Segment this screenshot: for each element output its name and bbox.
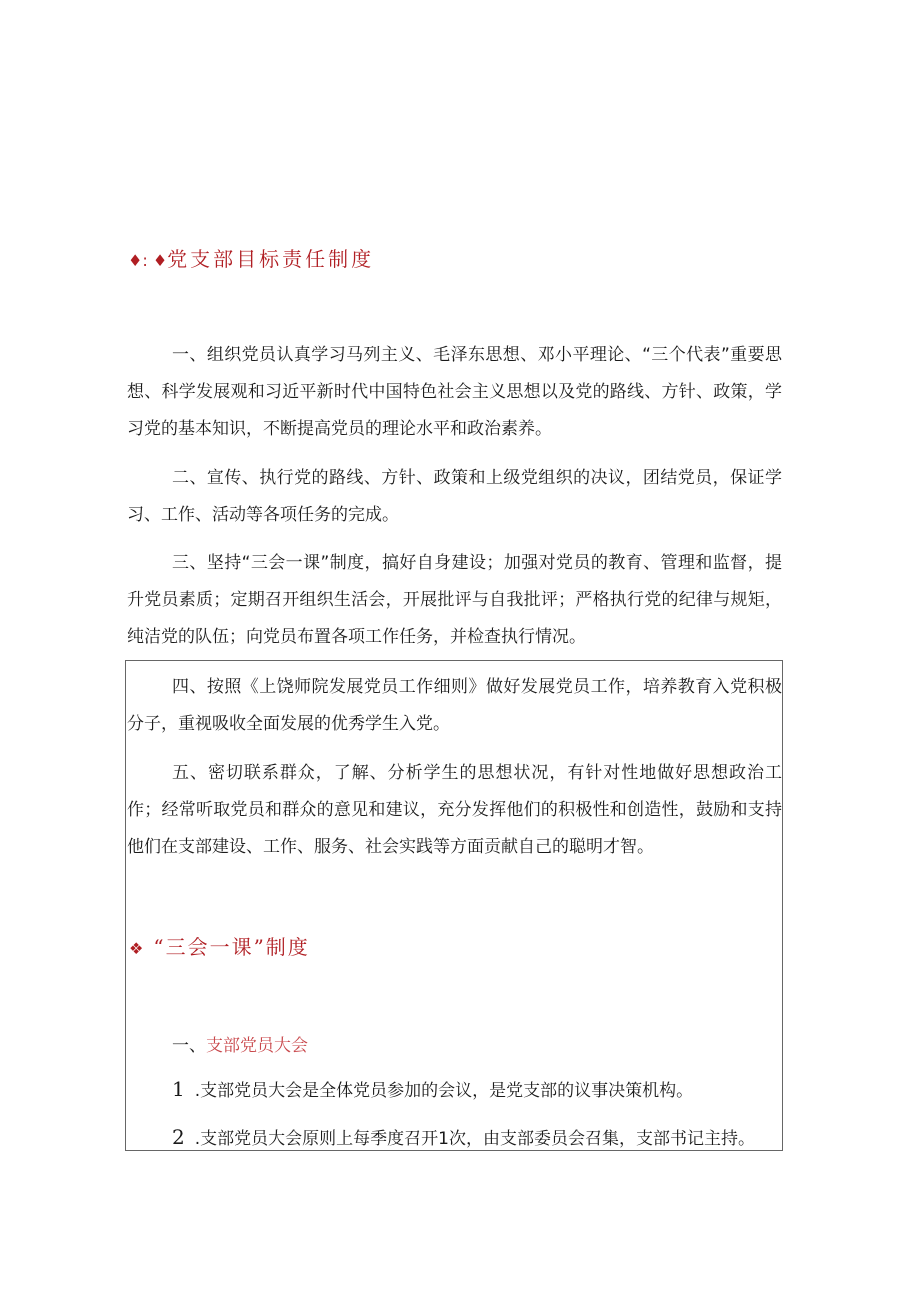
paragraph-4: 四、按照《上饶师院发展党员工作细则》做好发展党员工作，培养教育入党积极分子，重视吸收全面发展的优秀学生入党。: [127, 677, 782, 734]
list-item: 1 .支部党员大会是全体党员参加的会议，是党支部的议事决策机构。: [172, 1077, 694, 1101]
section-heading-2: [129, 931, 310, 960]
diamond-bullet-icon: ♦: ♦: [128, 251, 168, 270]
list-item: 2 .支部党员大会原则上每季度召开1次，由支部委员会召集，支部书记主持。: [172, 1125, 755, 1149]
paragraph-3: 三、坚持“三会一课”制度，搞好自身建设；加强对党员的教育、管理和监督，提升党员素质；定期召开组织生活会，开展批评与自我批评；严格执行党的纪律与规矩，纯洁党的队伍；向党员布置各项工作任务，并检查执行情况。: [127, 553, 782, 647]
paragraph-1: 一、组织党员认真学习马列主义、毛泽东思想、邓小平理论、“三个代表”重要思想、科学发展观和习近平新时代中国特色社会主义思想以及党的路线、方针、政策，学习党的基本知识，不断提高党员的理论水平和政治素养。: [127, 345, 782, 439]
section-title: 党支部目标责任制度: [167, 247, 375, 271]
subsection-heading: 一、支部党员大会: [172, 1036, 308, 1056]
section-title: “三会一课”制度: [153, 935, 310, 959]
paragraph-5: 五、密切联系群众，了解、分析学生的思想状况，有针对性地做好思想政治工作；经常听取党员和群众的意见和建议，充分发挥他们的积极性和创造性，鼓励和支持他们在支部建设、工作、服务、社会实践等方面贡献自己的聪明才智。: [127, 763, 782, 857]
paragraph-2: 二、宣传、执行党的路线、方针、政策和上级党组织的决议，团结党员，保证学习、工作、活动等各项任务的完成。: [127, 468, 782, 525]
section-heading-1: [128, 243, 374, 272]
clover-bullet-icon: ❖: [129, 939, 144, 958]
subsection-title: 支部党员大会: [206, 1036, 308, 1056]
